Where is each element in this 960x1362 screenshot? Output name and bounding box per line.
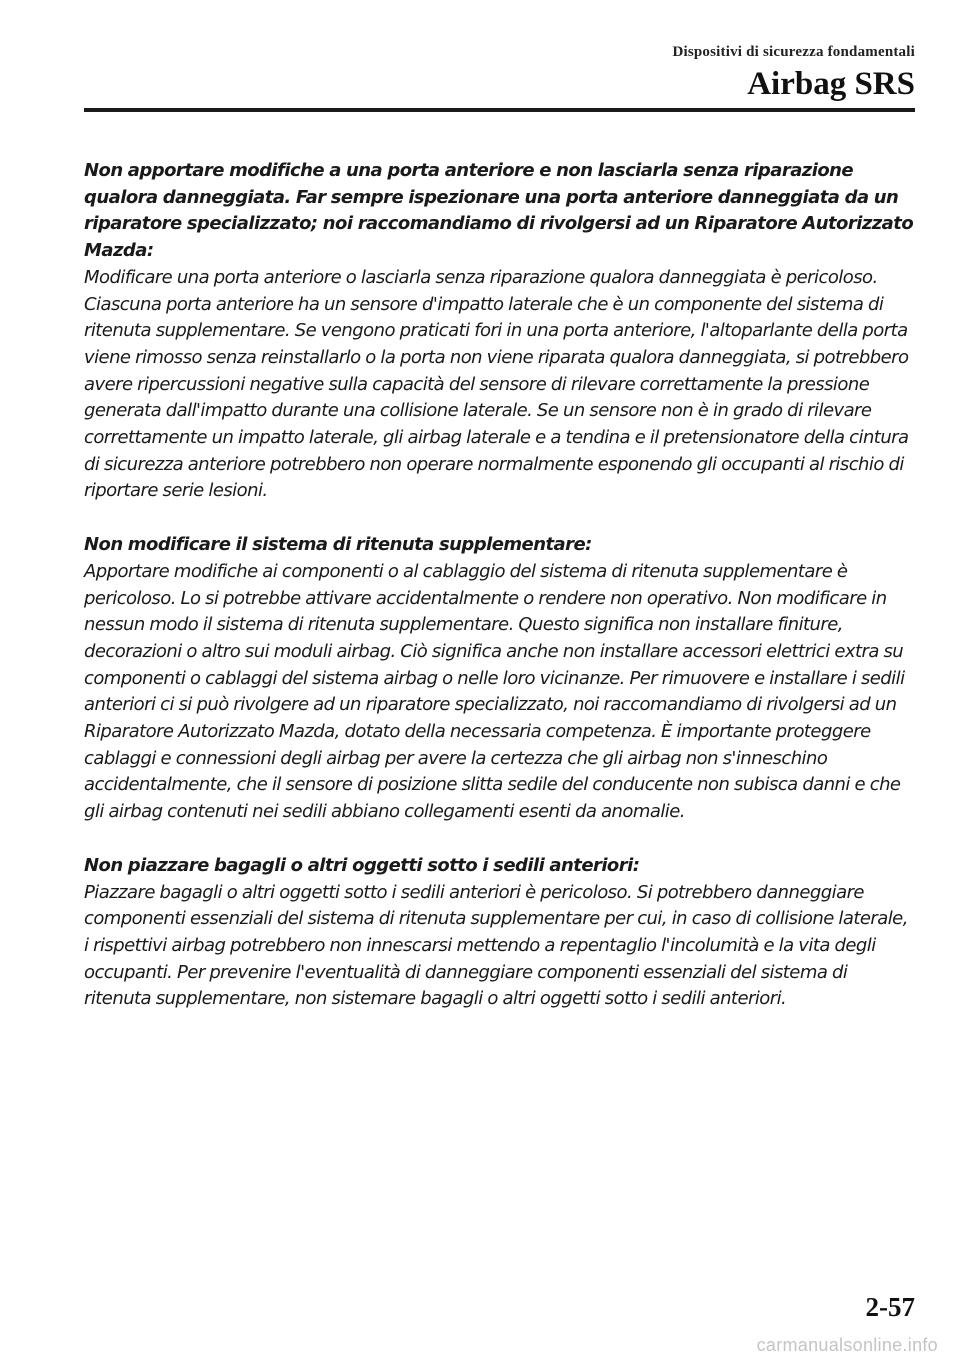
warning-heading: Non modificare il sistema di ritenuta supplementare: — [84, 534, 592, 556]
warning-body: Piazzare bagagli o altri oggetti sotto i sedili anteriori è pericoloso. Si potrebbero danneggiare componenti essenziali del sistema di ritenuta supplementare per cui, in caso di collisione laterale, i rispettivi airbag potrebbero non innescarsi mettendo a repentaglio l'incolumità e la vita degli occupanti. Per prevenire l'eventualità di danneggiare componenti essenziali del sistema di ritenuta supplementare, non sistemare bagagli o altri oggetti sotto i sedili anteriori. — [84, 881, 908, 1010]
warning-block-under-seat-objects — [84, 853, 916, 1013]
warning-heading: Non apportare modifiche a una porta anteriore e non lasciarla senza riparazione qualora danneggiata. Far sempre ispezionare una porta anteriore danneggiata da un riparatore specializzato; noi raccomandiamo di rivolgersi ad un Riparatore Autorizzato Mazda: — [84, 160, 914, 262]
section-title: Dispositivi di sicurezza fondamentali — [672, 44, 915, 60]
page-header — [672, 44, 915, 103]
warning-block-front-door — [84, 158, 916, 505]
watermark: carmanualsonline.info — [756, 1335, 938, 1355]
chapter-title: Airbag SRS — [747, 66, 915, 102]
warning-content — [84, 158, 916, 1040]
warning-block-srs-modification — [84, 532, 916, 826]
warning-body: Apportare modifiche ai componenti o al cablaggio del sistema di ritenuta supplementare è pericoloso. Lo si potrebbe attivare accidentalmente o rendere non operativo. Non modificare in nessun modo il sistema di ritenuta supplementare. Questo significa non installare finiture, decorazioni o altro sui moduli airbag. Ciò significa anche non installare accessori elettrici extra su componenti o cablaggi del sistema airbag o nelle loro vicinanze. Per rimuovere e installare i sedili anteriori ci si può rivolgere ad un riparatore specializzato, noi raccomandiamo di rivolgersi ad un Riparatore Autorizzato Mazda, dotato della necessaria competenza. È importante proteggere cablaggi e connessioni degli airbag per avere la certezza che gli airbag non s'inneschino accidentalmente, che il sensore di posizione slitta sedile del conducente non subisca danni e che gli airbag contenuti nei sedili abbiano collegamenti esenti da anomalie. — [84, 560, 905, 823]
header-divider — [84, 108, 915, 112]
warning-heading: Non piazzare bagagli o altri oggetti sotto i sedili anteriori: — [84, 854, 640, 876]
warning-body: Modificare una porta anteriore o lasciarla senza riparazione qualora danneggiata è pericoloso. Ciascuna porta anteriore ha un sensore d'impatto laterale che è un componente del sistema di ritenuta supplementare. Se vengono praticati fori in una porta anteriore, l'altoparlante della porta viene rimosso senza reinstallarlo o la porta non viene riparata qualora danneggiata, si potrebbero avere ripercussioni negative sulla capacità del sensore di rilevare correttamente la pressione generata dall'impatto durante una collisione laterale. Se un sensore non è in grado di rilevare correttamente un impatto laterale, gli airbag laterale e a tendina e il pretensionatore della cintura di sicurezza anteriore potrebbero non operare normalmente esponendo gli occupanti al rischio di riportare serie lesioni. — [84, 266, 909, 502]
page-number: 2-57 — [865, 1292, 915, 1322]
